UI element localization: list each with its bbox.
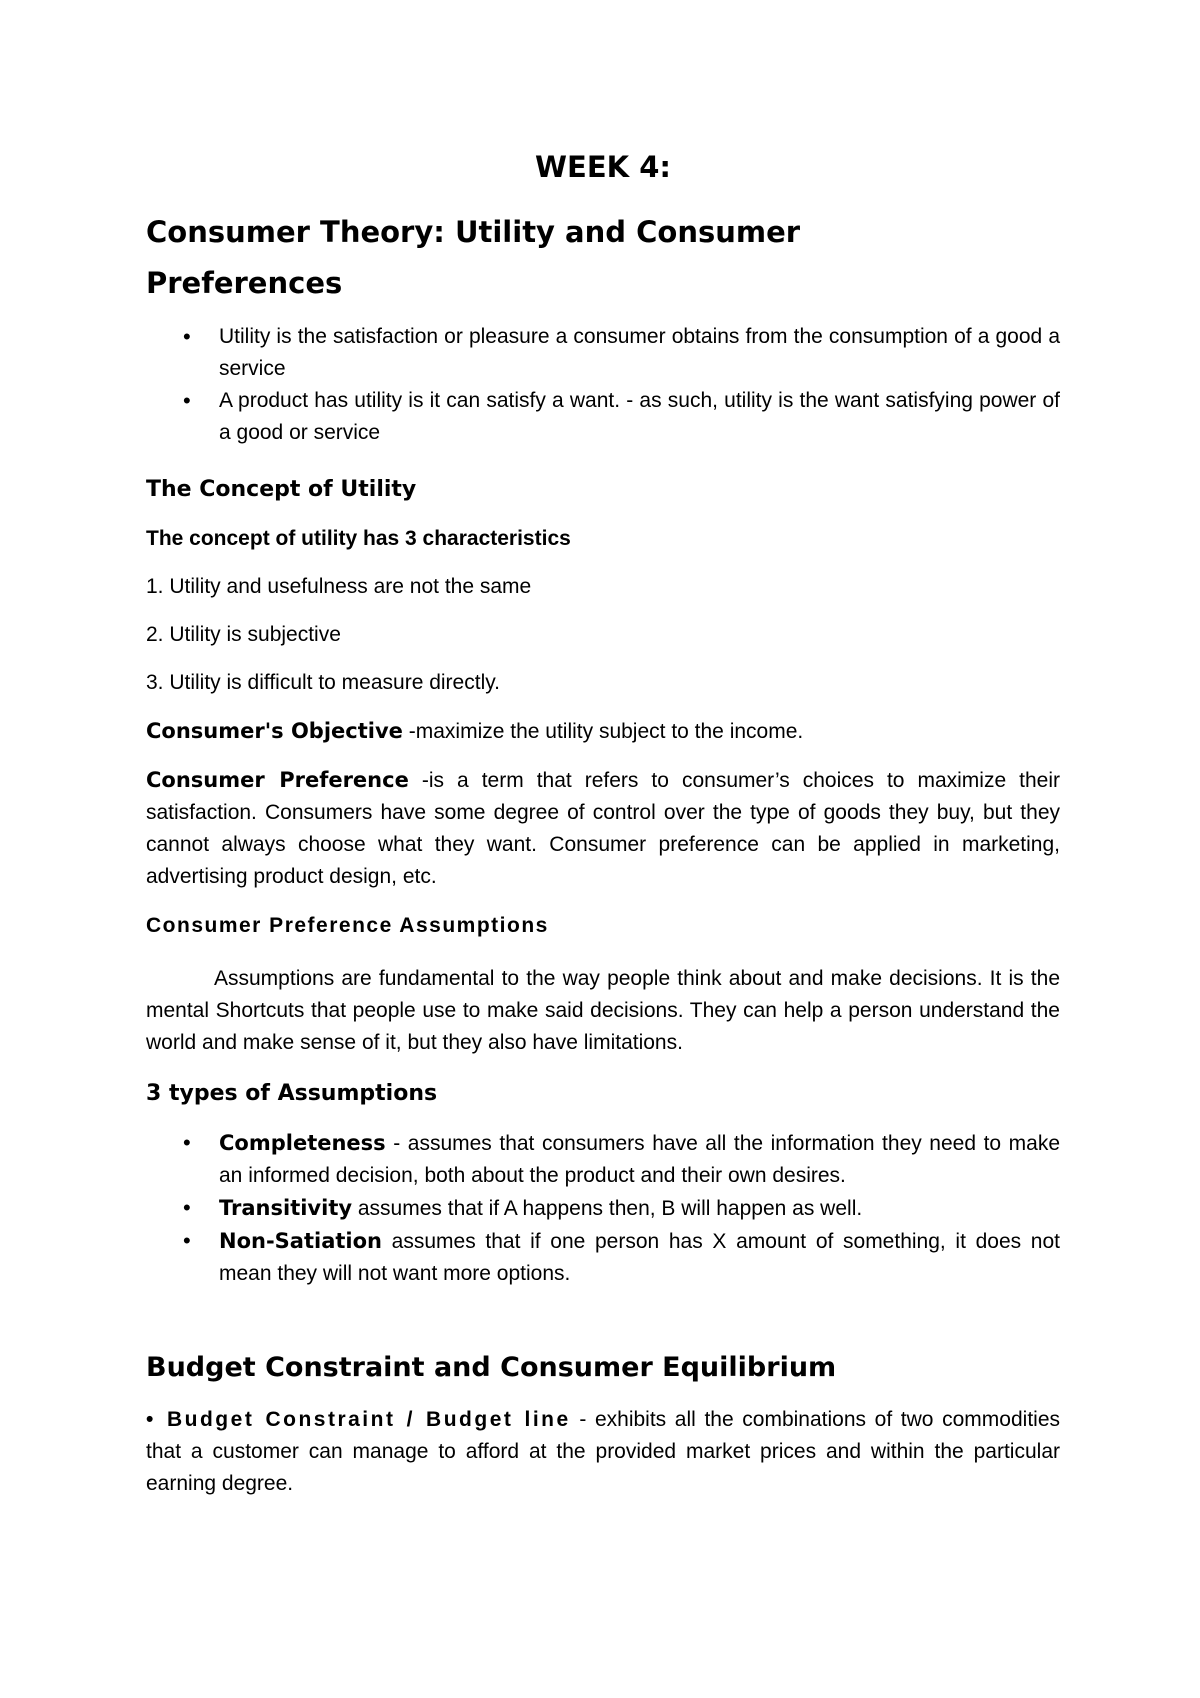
objective-term: Consumer's Objective — [146, 718, 403, 743]
type-item — [146, 1225, 1060, 1290]
type-term: Non-Satiation — [219, 1228, 382, 1253]
document-content — [146, 150, 1060, 1516]
type-text: - assumes that consumers have all the information they need to make an informed decision, both about the product and their own desires. — [219, 1131, 1060, 1187]
objective-paragraph — [146, 715, 1060, 748]
type-text: assumes that if one person has X amount of something, it does not mean they will not want more options. — [219, 1229, 1060, 1285]
types-bullet-list — [146, 1127, 1060, 1290]
type-item — [146, 1192, 1060, 1225]
budget-heading: Budget Constraint and Consumer Equilibrium — [146, 1351, 837, 1383]
types-heading: 3 types of Assumptions — [146, 1080, 438, 1106]
assumptions-heading: Consumer Preference Assumptions — [146, 913, 549, 937]
intro-bullet: • A product has utility is it can satisfy a want. - as such, utility is the want satisfying power of a good or service — [146, 385, 1060, 449]
type-text: assumes that if A happens then, B will happen as well. — [352, 1196, 863, 1220]
intro-bullet: • Utility is the satisfaction or pleasure a consumer obtains from the consumption of a good a service — [146, 321, 1060, 385]
preference-term: Consumer Preference — [146, 767, 409, 792]
concept-intro — [146, 523, 1060, 555]
type-item — [146, 1127, 1060, 1192]
preference-text: -is a term that refers to consumer’s choices to maximize their satisfaction. Consumers have some degree of control over the type of goods they buy, but they cannot always choose what they want. Consumer preference can be applied in marketing, advertising product design, etc. — [146, 768, 1061, 888]
budget-term: • Budget Constraint / Budget line — [146, 1407, 571, 1431]
characteristic-item: 2. Utility is subjective — [146, 622, 341, 646]
type-term: Completeness — [219, 1130, 386, 1155]
concept-intro-text: The concept of utility has 3 characteristics — [146, 526, 571, 550]
main-title: Consumer Theory: Utility and Consumer Preferences — [146, 214, 801, 300]
preference-paragraph — [146, 764, 1060, 893]
budget-text: - exhibits all the combinations of two commodities that a customer can manage to afford at the provided market prices and within the particular earning degree. — [146, 1407, 1060, 1495]
assumptions-paragraph: Assumptions are fundamental to the way people think about and make decisions. It is the mental Shortcuts that people use to make said decisions. They can help a person understand the world and make sense of it, but they also have limitations. — [146, 966, 1060, 1054]
budget-paragraph — [146, 1404, 1060, 1500]
intro-bullet-list — [146, 321, 1060, 449]
concept-heading: The Concept of Utility — [146, 476, 417, 502]
week-title: WEEK 4: — [535, 150, 671, 184]
characteristic-item: 3. Utility is difficult to measure directly. — [146, 670, 501, 694]
objective-text: -maximize the utility subject to the income. — [402, 719, 804, 743]
characteristic-item: 1. Utility and usefulness are not the same — [146, 574, 532, 598]
type-term: Transitivity — [219, 1195, 353, 1220]
